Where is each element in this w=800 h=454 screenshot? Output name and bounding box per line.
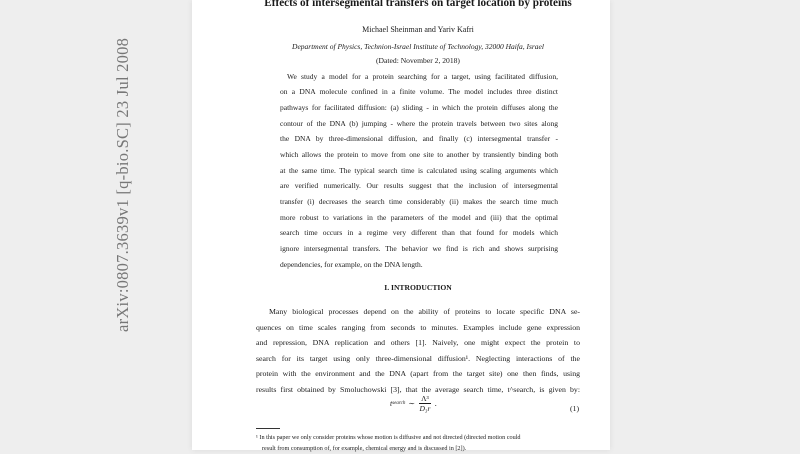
abstract-line: ignore intersegmental transfers. The behavior we find is rich and shows surprising <box>280 244 558 254</box>
body-line: Many biological processes depend on the ability of proteins to locate specific DNA se- <box>269 307 580 316</box>
equation-end: . <box>434 399 437 408</box>
equation-lhs: t <box>390 399 393 408</box>
body-line: and repression, DNA replication and others [1]. Naively, one might expect the protein to <box>256 338 580 348</box>
abstract-line: search time occurs in a regime very different than that found for models which <box>280 228 558 238</box>
equation-denominator: D₃r <box>419 404 431 413</box>
abstract-line: at the same time. The typical search time is calculated using scaling arguments which <box>280 165 558 175</box>
authors: Michael Sheinman and Yariv Kafri <box>362 25 474 34</box>
date-line: (Dated: November 2, 2018) <box>376 56 460 65</box>
arxiv-identifier: arXiv:0807.3639v1 [q-bio.SC] 23 Jul 2008 <box>113 37 132 332</box>
abstract-line: more robust to variations in the parameters of the model and (iii) that the optimal <box>280 212 558 222</box>
footnote-line: ¹ In this paper we only consider proteins whose motion is diffusive and not directed (directed motion could <box>256 434 521 441</box>
affiliation: Department of Physics, Technion-Israel Institute of Technology, 32000 Haifa, Israel <box>292 42 544 51</box>
equation-numerator: Λ³ <box>421 394 429 403</box>
introduction-text <box>256 304 580 398</box>
abstract-line: which allows the protein to move from one site to another by transiently binding both <box>280 149 558 159</box>
abstract-line: are verified numerically. Our results suggest that the inclusion of intersegmental <box>280 181 558 191</box>
footnote-rule <box>256 428 280 429</box>
body-line: quences on time scales ranging from seconds to minutes. Examples include gene expression <box>256 322 580 332</box>
footnote-line: result from consumption of, for example, chemical energy and is discussed in [2]). <box>262 445 467 452</box>
equation-number: (1) <box>570 404 580 413</box>
abstract-line: pathways for facilitated diffusion: (a) sliding - in which the protein diffuses along the <box>280 102 558 112</box>
equation <box>390 394 437 413</box>
body-line: results first obtained by Smoluchowski [3], that the average search time, t^search, is given by: <box>256 384 580 394</box>
footnote <box>256 432 580 454</box>
abstract-line: transfer (i) decreases the search time considerably (ii) makes the search time much <box>280 197 558 206</box>
equation-lhs-superscript: search <box>392 401 406 406</box>
abstract-line: We study a model for a protein searching for a target, using facilitated diffusion, <box>287 71 558 81</box>
body-line: protein with the environment and the DNA (apart from the target site) one then finds, using <box>256 369 580 379</box>
abstract <box>280 69 558 273</box>
abstract-line: on a DNA molecule confined in a finite volume. The model includes three distinct <box>280 87 558 97</box>
equation-relation: ∼ <box>408 399 416 408</box>
paper-title: Effects of intersegmental transfers on target location by proteins <box>264 0 572 9</box>
abstract-line: contour of the DNA (b) jumping - where the protein travels between two sites along <box>280 118 558 128</box>
body-line: search for its target using only three-dimensional diffusion¹. Neglecting interactions of the <box>256 353 580 363</box>
abstract-line: the DNA by three-dimensional diffusion, and finally (c) intersegmental transfer - <box>280 134 558 144</box>
abstract-line: dependencies, for example, on the DNA length. <box>280 259 423 269</box>
section-heading: I. INTRODUCTION <box>384 283 452 292</box>
equation-fraction <box>419 394 431 413</box>
